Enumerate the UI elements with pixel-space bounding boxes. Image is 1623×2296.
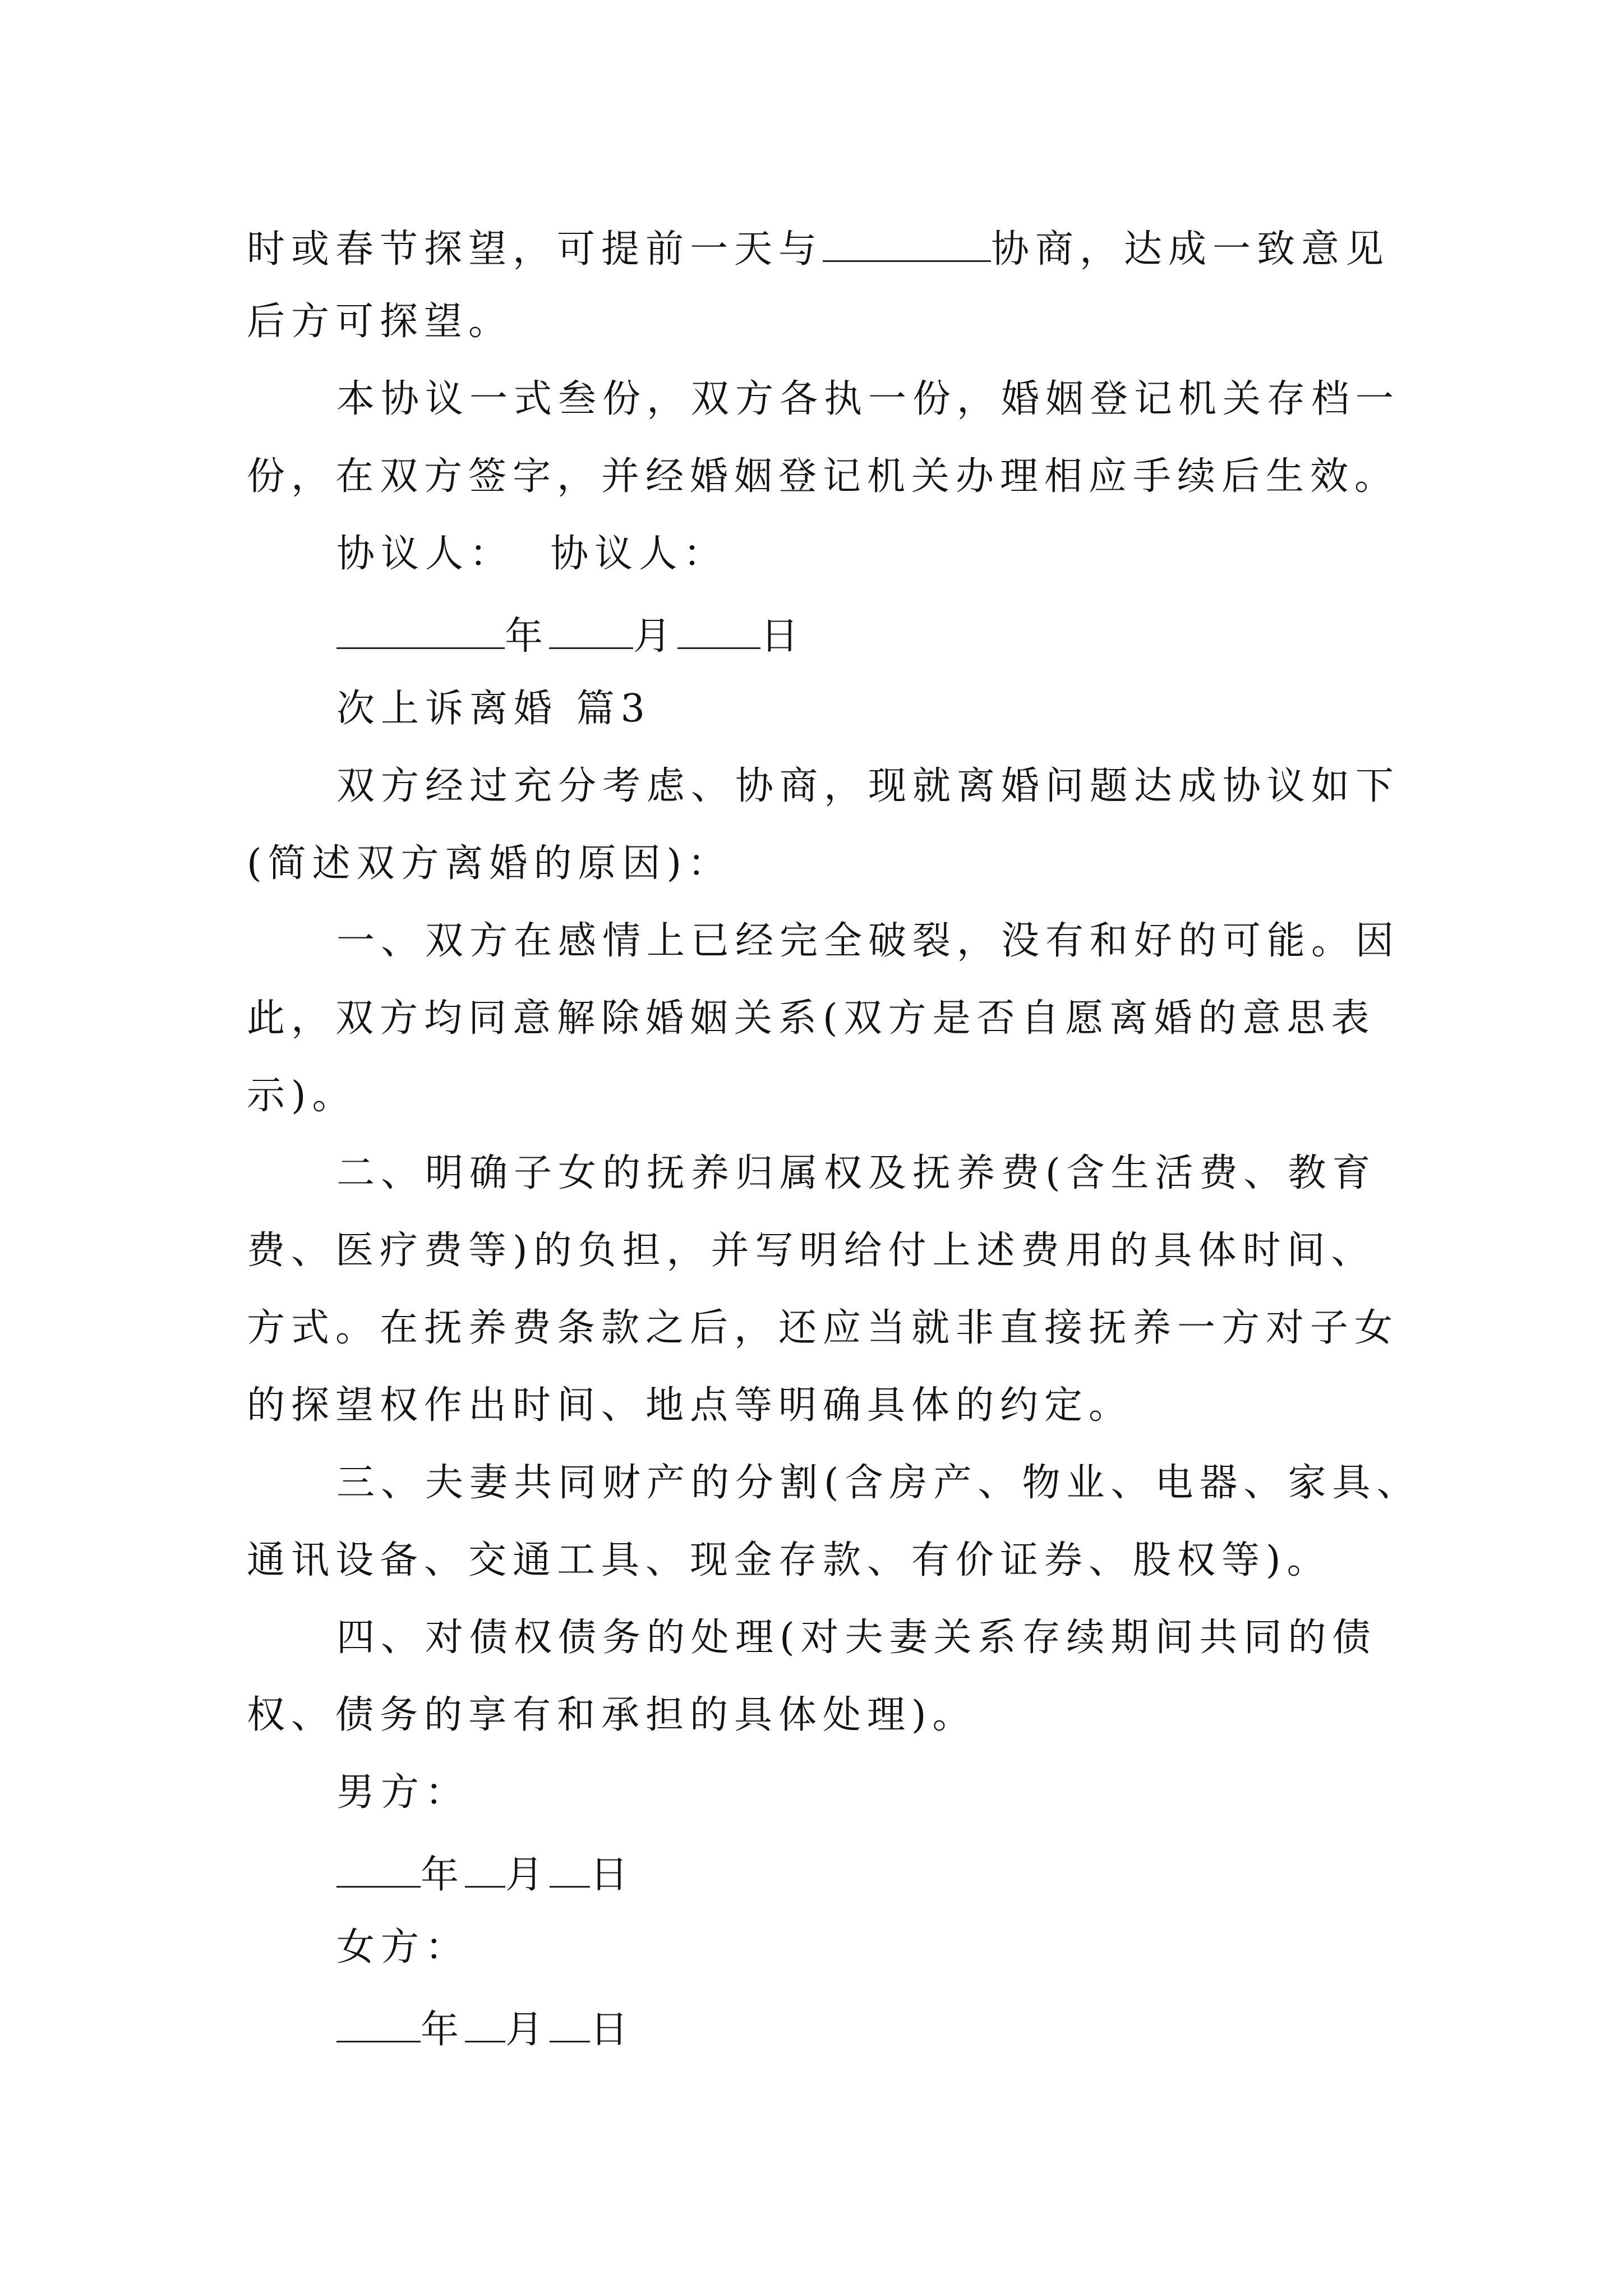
date-month-label: 月 [505, 2008, 550, 2052]
text-line: 示)。 [247, 1074, 357, 1118]
blank-underline [336, 2006, 421, 2042]
signature-label-female: 女方： [336, 1925, 470, 1970]
date-year-label: 年 [505, 614, 550, 659]
paragraph-start: 二、明确子女的抚养归属权及抚养费(含生活费、教育 [336, 1151, 1377, 1195]
text-line [247, 226, 1390, 272]
date-day-label: 日 [590, 1853, 635, 1897]
blank-underline [549, 613, 633, 649]
date-day-label: 日 [590, 2008, 635, 2052]
text-line: 方式。在抚养费条款之后，还应当就非直接抚养一方对子女 [247, 1306, 1399, 1350]
signature-label-male: 男方： [336, 1770, 470, 1815]
blank-underline [465, 2006, 505, 2042]
paragraph-start: 三、夫妻共同财产的分割(含房产、物业、电器、家具、 [336, 1461, 1421, 1505]
blank-underline [677, 613, 760, 649]
date-year-label: 年 [421, 2008, 465, 2052]
date-day-label: 日 [760, 614, 805, 659]
blank-underline [336, 1851, 421, 1888]
paragraph-start: 本协议一式叁份，双方各执一份，婚姻登记机关存档一 [336, 377, 1400, 421]
text-line: 费、医疗费等)的负担，并写明给付上述费用的具体时间、 [247, 1228, 1376, 1273]
text-line: 后方可探望。 [247, 300, 513, 344]
blank-underline [465, 1851, 505, 1888]
text-line: 通讯设备、交通工具、现金存款、有价证券、股权等)。 [247, 1538, 1331, 1582]
paragraph-start: 四、对债权债务的处理(对夫妻关系存续期间共同的债 [336, 1616, 1377, 1660]
blank-underline [336, 613, 505, 649]
text-line: 份，在双方签字，并经婚姻登记机关办理相应手续后生效。 [247, 454, 1399, 499]
text-line: 权、债务的享有和承担的具体处理)。 [247, 1693, 977, 1737]
date-month-label: 月 [633, 614, 678, 659]
text-line: 的探望权作出时间、地点等明确具体的约定。 [247, 1383, 1133, 1428]
text-line: 此，双方均同意解除婚姻关系(双方是否自愿离婚的意思表 [247, 996, 1376, 1041]
text-line: (简述双方离婚的原因)： [247, 841, 732, 886]
blank-underline [823, 226, 991, 262]
date-line [336, 613, 805, 659]
paragraph-start: 一、双方在感情上已经完全破裂，没有和好的可能。因 [336, 919, 1400, 963]
paragraph-start: 双方经过充分考虑、协商，现就离婚问题达成协议如下 [336, 764, 1400, 808]
date-month-label: 月 [505, 1853, 550, 1897]
text-segment: 时或春节探望，可提前一天与 [247, 227, 823, 272]
signatories-line: 协议人： 协议人： [336, 532, 728, 576]
text-segment: 协商，达成一致意见 [991, 227, 1390, 272]
blank-underline [550, 2006, 590, 2042]
date-line [336, 2006, 635, 2052]
date-year-label: 年 [421, 1853, 465, 1897]
section-heading: 次上诉离婚 篇3 [336, 687, 651, 731]
date-line [336, 1851, 635, 1897]
blank-underline [550, 1851, 590, 1888]
